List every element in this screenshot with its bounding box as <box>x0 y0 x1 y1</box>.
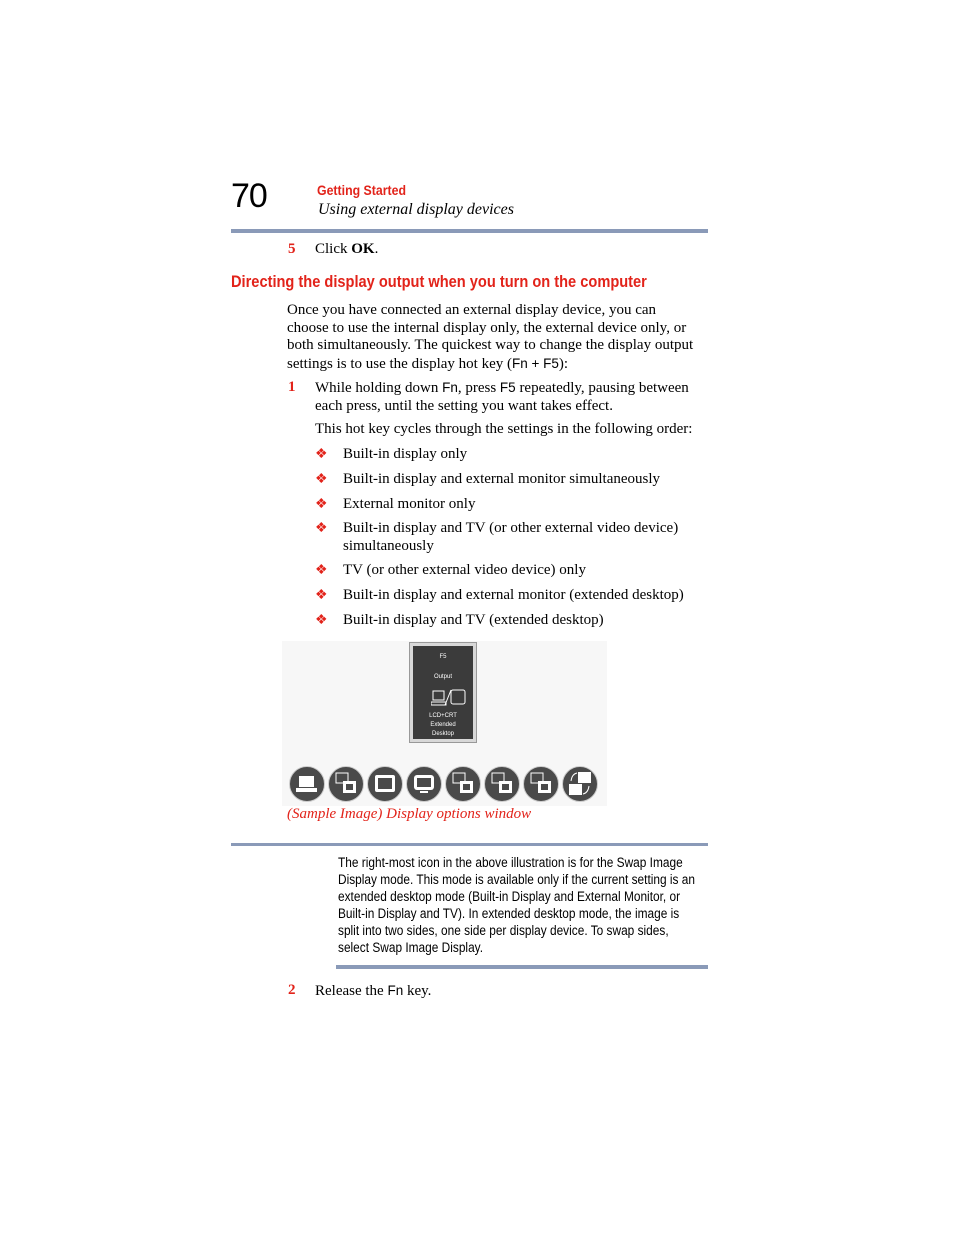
monitor-icon <box>367 766 403 802</box>
fn-key-label: Fn <box>442 380 458 395</box>
bullet-item: Built-in display only <box>343 446 468 462</box>
figure-caption: (Sample Image) Display options window <box>287 806 532 822</box>
extended-tv-icon <box>523 766 559 802</box>
step-2-before: Release the <box>315 983 388 999</box>
bullet-item: TV (or other external video device) only <box>343 562 586 578</box>
laptop-monitor-icon <box>328 766 364 802</box>
bullet-icon: ❖ <box>315 613 328 628</box>
osd-mode-line-3: Desktop <box>431 731 454 737</box>
intro-line-3: both simultaneously. The quickest way to change the display output <box>287 337 694 353</box>
bullet-icon: ❖ <box>315 588 328 603</box>
laptop-icon <box>289 766 325 802</box>
bullet-item <box>343 520 713 555</box>
osd-key-label: F5 <box>439 654 447 660</box>
swap-image-icon <box>562 766 598 802</box>
step-1-l1-b: , press <box>457 380 500 396</box>
section-title: Using external display devices <box>318 201 514 218</box>
tv-icon <box>406 766 442 802</box>
bullet-item: Built-in display and TV (extended desktop) <box>343 612 604 628</box>
intro-line-1: Once you have connected an external display device, you can <box>287 302 657 318</box>
note-text <box>338 854 709 956</box>
f5-key-label: F5 <box>499 380 516 395</box>
intro-line-4-before: settings is to use the display hot key ( <box>287 355 512 372</box>
bullet-item: Built-in display and external monitor (extended desktop) <box>343 587 684 603</box>
note-line-1: The right-most icon in the above illustration is for the Swap Image <box>338 855 683 870</box>
step-5-number: 5 <box>288 241 296 257</box>
header-rule <box>231 229 708 233</box>
ok-label: OK <box>351 241 375 257</box>
bullet-icon: ❖ <box>315 521 328 536</box>
step-1-text <box>315 379 715 415</box>
osd-panel <box>413 646 473 739</box>
step-1-line-1 <box>315 379 715 398</box>
note-line-2: Display mode. This mode is available only if the current setting is an <box>338 872 696 887</box>
bullet-icon: ❖ <box>315 472 328 487</box>
display-options-window <box>409 642 477 743</box>
section-heading: Directing the display output when you turn on the computer <box>231 272 647 291</box>
bullet-icon: ❖ <box>315 563 328 578</box>
note-line-4: Built-in Display and TV). In extended desktop mode, the image is <box>338 906 680 921</box>
intro-paragraph <box>287 302 717 373</box>
intro-line-4 <box>287 355 717 374</box>
step-1-l1-c: repeatedly, pausing between <box>515 380 689 396</box>
bullet-icon: ❖ <box>315 497 328 512</box>
step-2-text <box>315 982 431 1001</box>
laptop-tv-icon <box>445 766 481 802</box>
hot-key-label: Fn + F5 <box>511 355 559 371</box>
osd-mode-line-2: Extended <box>430 722 456 728</box>
step-5-text <box>315 241 378 259</box>
chapter-title: Getting Started <box>317 182 406 198</box>
note-rule-bottom <box>336 965 708 969</box>
bullet-item-line: Built-in display and TV (or other external video device) <box>343 520 679 536</box>
osd-title: Output <box>433 674 452 680</box>
step-5-text-before: Click <box>315 241 352 257</box>
note-rule-top <box>231 843 708 846</box>
step-1-l1-a: While holding down <box>315 380 443 396</box>
laptop-monitor-icon <box>431 688 467 710</box>
bullet-item-line: simultaneously <box>343 537 434 554</box>
bullet-item: Built-in display and external monitor simultaneously <box>343 471 661 487</box>
intro-line-2: choose to use the internal display only, the external device only, or <box>287 319 687 336</box>
extended-monitor-icon <box>484 766 520 802</box>
cycle-intro: This hot key cycles through the settings in the following order: <box>315 421 693 437</box>
osd-mode-line-1: LCD+CRT <box>429 713 457 719</box>
bullet-icon: ❖ <box>315 447 328 462</box>
page-number: 70 <box>231 177 267 215</box>
step-1-line-2: each press, until the setting you want takes effect. <box>315 397 613 414</box>
step-2-number: 2 <box>288 982 296 998</box>
note-line-5: split into two sides, one side per display device. To swap sides, <box>338 923 669 938</box>
step-2-after: key. <box>403 983 432 999</box>
note-line-3: extended desktop mode (Built-in Display and External Monitor, or <box>338 889 681 904</box>
step-1-number: 1 <box>288 379 296 395</box>
note-line-6: select Swap Image Display. <box>338 940 484 955</box>
fn-key-label: Fn <box>387 983 404 998</box>
intro-line-4-after: ): <box>558 355 569 372</box>
bullet-item: External monitor only <box>343 496 476 512</box>
step-5-text-after: . <box>374 241 379 257</box>
